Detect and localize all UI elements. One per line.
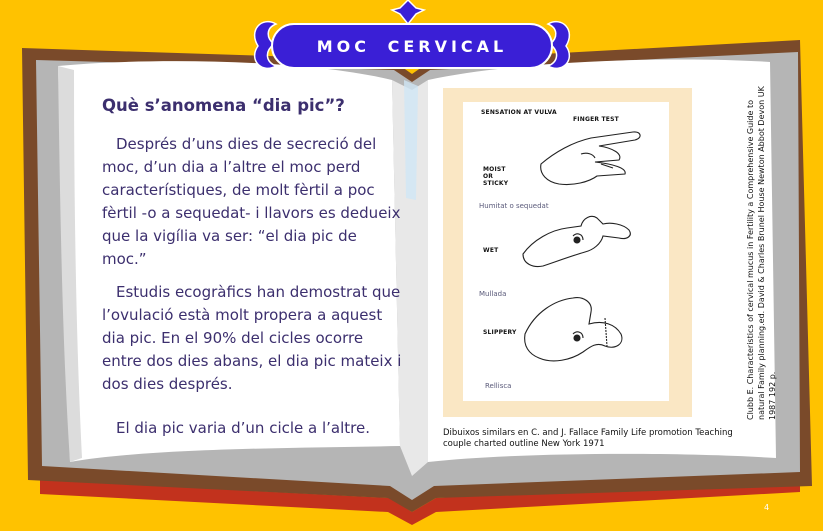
figure-caption: Dibuixos similars en C. and J. Fallace Family Life promotion Teaching couple charted outline New York 1971 — [443, 428, 733, 449]
hand-drawing-slippery — [525, 298, 622, 361]
figure-header-finger-test: FINGER TEST — [573, 116, 619, 123]
hand-drawing-moist — [541, 132, 640, 185]
figure-label-wet: WET — [483, 247, 499, 254]
title-banner — [272, 25, 552, 67]
figure-caption-wet: Mullada — [479, 290, 507, 298]
page-highlight — [404, 80, 418, 200]
article-paragraph-2: Estudis ecogràfics han demostrat que l’ovulació està molt propera a aquest dia pic. En el 90% del cicles ocorre entre dos dies abans, el dia pic mateix i dos dies després. — [102, 283, 402, 393]
finger-test-illustration — [463, 102, 669, 401]
page-number: 4 — [764, 503, 770, 512]
figure-caption-moist: Humitat o sequedat — [479, 202, 549, 210]
figure-header-sensation: SENSATION AT VULVA — [481, 109, 557, 116]
figure-caption-slippery: Rellisca — [485, 382, 512, 390]
figure-frame — [443, 88, 692, 417]
figure-label-slippery: SLIPPERY — [483, 329, 517, 336]
figure-label-moist: MOIST OR STICKY — [483, 166, 509, 187]
banner-title: MOC CERVICAL — [316, 36, 508, 56]
article-heading: Què s’anomena “dia pic”? — [102, 96, 345, 115]
banner-ornament-top — [392, 0, 424, 24]
source-credit: Clubb E. Characteristics of cervical mucus in Fertility a Comprehensive Guide to natural Family planning.ed. David & Charles Brunel House Newton Abbot Devon UK 1987 192 p. — [746, 86, 777, 420]
article-paragraph-1: Després d’uns dies de secreció del moc, d’un dia a l’altre el moc perd característiques, de molt fèrtil a poc fèrtil -o a sequedat- i llavors es dedueix que la vigília va ser: “el dia pic de moc.” — [102, 135, 401, 268]
article-paragraph-3: El dia pic varia d’un cicle a l’altre. — [116, 419, 370, 437]
